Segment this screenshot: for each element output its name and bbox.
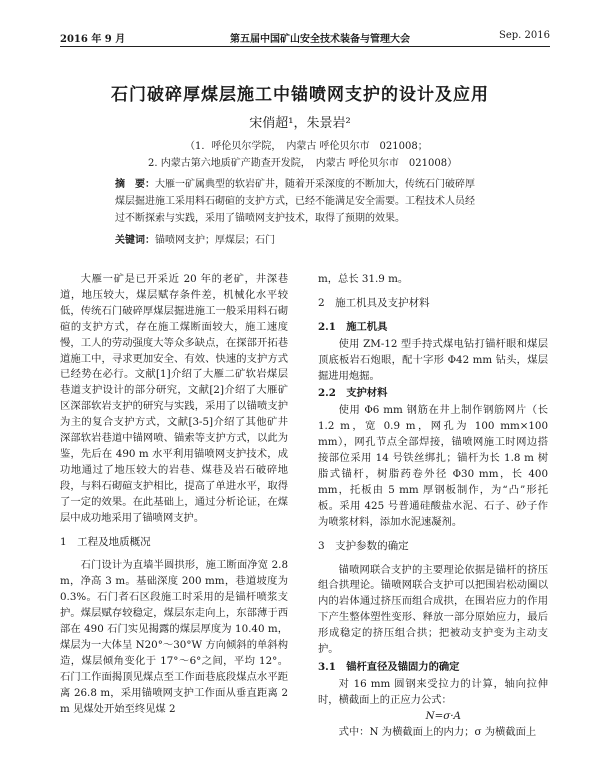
running-header — [60, 30, 550, 44]
subsection-heading-2-2: 2.2 支护材料 — [318, 387, 388, 400]
section-heading-2: 2 施工机具及支护材料 — [318, 296, 430, 309]
subsection-3-1-paragraph: 对 16 mm 圆钢来受拉力的计算，轴向拉伸时，横截面上的正应力公式： — [318, 677, 548, 706]
subsection-2-2-paragraph: 使用 Φ6 mm 钢筋在井上制作钢筋网片（长 1.2 m，宽 0.9 m，网孔为 100 mm×100 mm），网孔节点全部焊接，锚喷网施工时网边搭接部位采用 14 号铁丝绑扎；锚杆为长 1.8 m 树脂式锚杆，树脂药卷外径 Φ30 mm，长 400 mm，托板由 5 mm 厚钢板制作，为“凸”形托板。采用 425 号普通硅酸盐水泥、石子、砂子作为喷浆材料，添加水泥速凝剂。 — [318, 404, 548, 528]
abstract-text: 大雁一矿属典型的软岩矿井，随着开采深度的不断加大，传统石门破碎厚煤层掘进施工采用料石砌碹的支护方式，已经不能满足安全需要。工程技术人员经过不断探索与实践，采用了锚喷网支护技术，取得了预期的效果。 — [115, 179, 475, 224]
intro-paragraph: 大雁一矿是已开采近 20 年的老矿，井深巷道，地压较大，煤层赋存条件差，机械化水平较低，传统石门破碎厚煤层掘进施工一般采用料石砌碹的支护方式，存在施工煤断面较大，施工速度慢，工人的劳动强度大等众多缺点，在探部开拓巷道施工中，寻求更加安全、有效、快速的支护方式已经势在必行。文献[1]介绍了大雁二矿软岩煤层巷道支护设计的部分研究，文献[2]介绍了大雁矿区深部软岩支护的研究与实践，采用了以锚喷支护为主的复合支护方式，文献[3-5]介绍了其他矿井深部软岩巷道中锚网喷、锚索等支护方式，以此为鉴，先后在 490 m 水平利用锚喷网支护技术，成功地通过了地压较大的岩巷、煤巷及岩石破碎地段，与料石砌碹支护相比，提高了单进水平，取得了一定的效果。在此基础上，通过分析论证，在煤层中成功地采用了锚喷网支护。 — [60, 273, 288, 524]
left-column — [60, 272, 288, 717]
affiliation-2: 2. 内蒙古第六地质矿产勘查开发院， 内蒙古 呼伦贝尔市 021008） — [148, 158, 458, 169]
affiliation-1: （1．呼伦贝尔学院， 内蒙古 呼伦贝尔市 021008； — [185, 141, 428, 152]
section-heading-1: 1 工程及地质概况 — [60, 535, 151, 548]
paper-title: 石门破碎厚煤层施工中锚喷网支护的设计及应用 — [111, 85, 489, 105]
continued-text: m，总长 31.9 m。 — [318, 273, 409, 285]
stress-formula: N=σ·A — [425, 709, 461, 722]
subsection-2-1-paragraph: 使用 ZM-12 型手持式煤电钻打锚杆眼和煤层顶底板岩石炮眼，配十字形 Φ42 mm 钻头，煤层掘进用炮掘。 — [318, 337, 548, 382]
abstract — [115, 176, 482, 227]
subsection-heading-3-1: 3.1 锚杆直径及锚固力的确定 — [318, 660, 460, 673]
header-conference: 第五届中国矿山安全技术装备与管理大会 — [230, 34, 410, 45]
section-heading-3: 3 支护参数的确定 — [318, 539, 409, 552]
right-column — [318, 272, 548, 740]
keywords — [115, 231, 275, 246]
header-date-en: Sep. 2016 — [499, 30, 550, 41]
header-date: 2016 年 9 月 — [60, 34, 126, 45]
section-1-paragraph: 石门设计为直墙半圆拱形，施工断面净宽 2.8 m，净高 3 m。基础深度 200 mm，巷道坡度为 0.3%。石门者石区段施工时采用的是锚杆喷浆支护。煤层赋存较稳定，煤层东走向上，东部薄于西部在 490 石门实见揭露的煤层厚度为 10.40 m，煤层为一大体呈 N20°～30°W 方向倾斜的单斜构造，煤层倾角变化于 17°～6°之间，平均 12°。石门工作面揭顶见煤点至工作面巷底段煤点水平距离 26.8 m，采用锚喷网支护工作面从垂直距离 2 m 见煤处开始至终见煤 2 — [60, 559, 288, 715]
subsection-heading-2-1: 2.1 施工机具 — [318, 320, 388, 333]
abstract-label: 摘 要： — [115, 179, 155, 190]
keywords-label: 关键词： — [115, 235, 155, 246]
header-rule — [60, 46, 550, 47]
section-3-paragraph: 锚喷网联合支护的主要理论依据是锚杆的挤压组合拱理论。锚喷网联合支护可以把围岩松动圈以内的岩体通过挤压而组合成拱，在围岩应力的作用下产生整体塑性变形、释放一部分原始应力，最后形成稳定的挤压组合拱；把被动支护变为主动支护。 — [318, 563, 548, 656]
formula-explanation: 式中：N 为横截面上的内力；σ 为横截面上 — [338, 725, 537, 738]
keywords-text: 锚喷网支护；厚煤层；石门 — [155, 235, 275, 246]
paper-authors: 宋俏超¹，朱景岩² — [249, 116, 351, 131]
